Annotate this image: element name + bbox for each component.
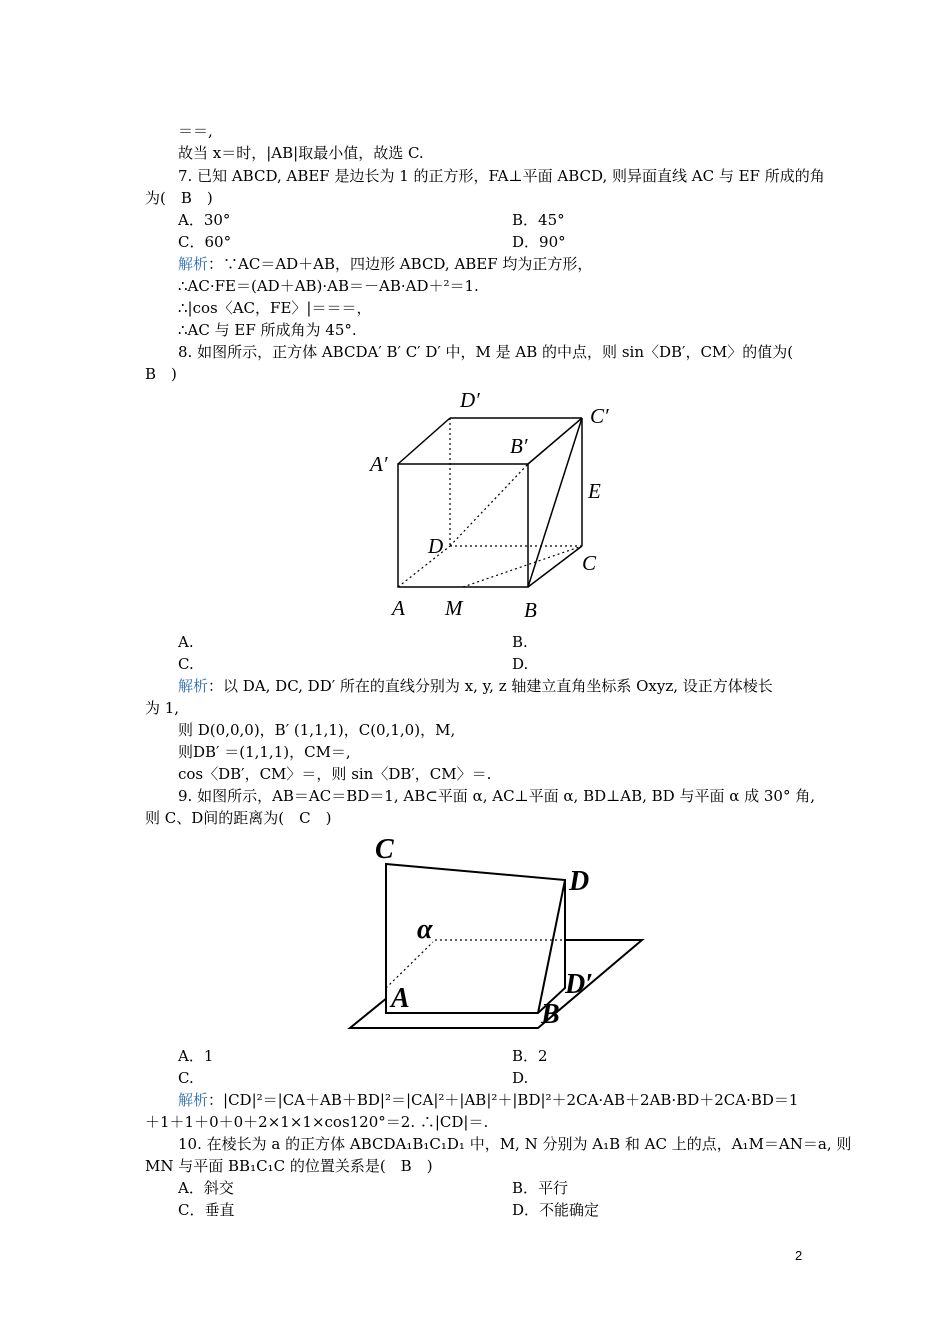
- label-a: A: [391, 983, 410, 1014]
- label-e: E: [588, 479, 601, 503]
- q9-stem: 9. 如图所示，AB＝AC＝BD＝1, AB⊂平面 α, AC⊥平面 α, BD⊥AB, BD 与平面 α 成 30° 角,: [178, 787, 816, 805]
- q9-option-a: A．1: [178, 1047, 214, 1065]
- q9-solution-1: 解析：|CD|²＝|CA＋AB＋BD|²＝|CA|²＋|AB|²＋|BD|²＋2CA·AB＋2AB·BD＋2CA·BD＝1: [178, 1091, 799, 1109]
- q8-solution-3: 则 D(0,0,0)，B′ (1,1,1)，C(0,1,0)，M,: [178, 721, 456, 739]
- q8-option-a: A.: [178, 633, 194, 651]
- q8-stem: 8. 如图所示，正方体 ABCDA′ B′ C′ D′ 中，M 是 AB 的中点，则 sin〈DB′，CM〉的值为(: [178, 343, 794, 361]
- q10-option-b: B．平行: [512, 1179, 569, 1197]
- q7-option-b: B．45°: [512, 211, 565, 229]
- label-c1: C′: [590, 404, 609, 428]
- label-c: C: [375, 834, 394, 865]
- label-alpha: α: [417, 914, 433, 945]
- label-b1: B′: [510, 434, 528, 458]
- q7-stem-2: 为( B ): [145, 189, 213, 207]
- label-d: D: [569, 866, 590, 897]
- plane-figure: [345, 830, 650, 1035]
- q9-option-d: D.: [512, 1069, 529, 1087]
- label-m: M: [445, 596, 463, 620]
- q8-option-b: B.: [512, 633, 528, 651]
- label-d1: D′: [565, 969, 594, 1000]
- q8-solution-4: 则DB′ ＝(1,1,1)，CM＝,: [178, 743, 351, 761]
- line-1: ＝＝,: [178, 122, 213, 140]
- label-a1: A′: [370, 452, 388, 476]
- q10-option-c: C．垂直: [178, 1201, 235, 1219]
- label-b: B: [524, 598, 537, 622]
- q10-option-d: D．不能确定: [512, 1201, 600, 1219]
- q8-solution-2: 为 1,: [145, 699, 180, 717]
- solution-label: 解析: [178, 255, 209, 273]
- q7-solution-4: ∴AC 与 EF 所成角为 45°.: [178, 321, 357, 339]
- q7-solution-1: 解析：∵AC＝AD＋AB，四边形 ABCD, ABEF 均为正方形，: [178, 255, 593, 273]
- q7-solution-3: ∴|cos〈AC，FE〉|＝＝＝，: [178, 299, 372, 317]
- label-a: A: [392, 596, 405, 620]
- solution-label: 解析: [178, 677, 209, 695]
- q9-solution-2: ＋1＋1＋0＋0＋2×1×1×cos120°＝2. ∴|CD|＝.: [145, 1113, 489, 1131]
- q7-stem: 7. 已知 ABCD, ABEF 是边长为 1 的正方形，FA⊥平面 ABCD, 则异面直线 AC 与 EF 所成的角: [178, 167, 825, 185]
- q9-option-b: B．2: [512, 1047, 548, 1065]
- q10-stem-2: MN 与平面 BB₁C₁C 的位置关系是( B ): [145, 1157, 433, 1175]
- q10-option-a: A．斜交: [178, 1179, 234, 1197]
- q8-stem-2: B ): [145, 365, 177, 383]
- label-d: D: [428, 534, 444, 558]
- q8-option-d: D.: [512, 655, 529, 673]
- label-c: C: [582, 551, 597, 575]
- q9-stem-2: 则 C、D间的距离为( C ): [145, 809, 332, 827]
- q7-option-d: D．90°: [512, 233, 566, 251]
- q8-solution-5: cos〈DB′，CM〉＝，则 sin〈DB′，CM〉＝.: [178, 765, 492, 783]
- q7-solution-2: ∴AC·FE＝(AD＋AB)·AB＝－AB·AD＋²＝1.: [178, 277, 479, 295]
- solution-label: 解析: [178, 1091, 209, 1109]
- q8-option-c: C.: [178, 655, 194, 673]
- q8-solution-1: 解析：以 DA, DC, DD′ 所在的直线分别为 x, y, z 轴建立直角坐标系 Oxyz, 设正方体棱长: [178, 677, 773, 695]
- q9-option-c: C.: [178, 1069, 194, 1087]
- q7-option-c: C．60°: [178, 233, 232, 251]
- cube-figure: [360, 385, 620, 625]
- label-d1: D′: [460, 388, 480, 412]
- q10-stem: 10. 在棱长为 a 的正方体 ABCDA₁B₁C₁D₁ 中，M, N 分别为 A₁B 和 AC 上的点，A₁M＝AN＝a, 则: [178, 1135, 852, 1153]
- q7-option-a: A．30°: [178, 211, 231, 229]
- page-number: 2: [795, 1248, 803, 1263]
- label-b: B: [541, 999, 560, 1030]
- line-2: 故当 x＝时，|AB|取最小值，故选 C.: [178, 144, 424, 162]
